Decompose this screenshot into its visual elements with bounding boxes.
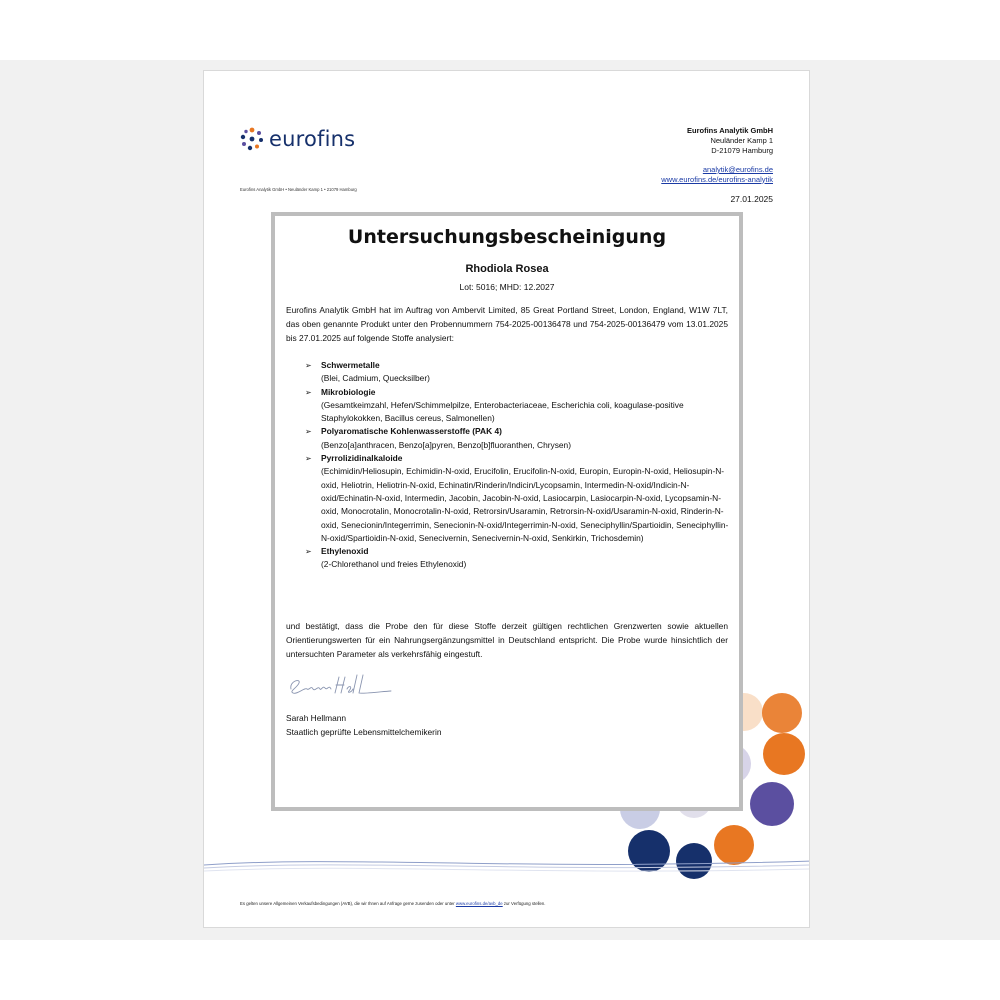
arrow-bullet-icon: ➢ <box>305 361 312 370</box>
certificate-title: Untersuchungsbescheinigung <box>347 226 667 248</box>
list-item <box>305 545 730 572</box>
item-heading: Schwermetalle <box>321 360 380 370</box>
lot-info: Lot: 5016; MHD: 12.2027 <box>459 282 555 292</box>
item-detail: (Gesamtkeimzahl, Hefen/Schimmelpilze, Enterobacteriaceae, Escherichia coli, koagulase-positive Staphylokokken, Bacillus cereus, Salmonellen) <box>321 399 684 424</box>
arrow-bullet-icon: ➢ <box>305 387 312 397</box>
footer-link[interactable]: www.eurofins.de/avb_de <box>455 901 503 906</box>
company-name: Eurofins Analytik GmbH <box>687 126 773 135</box>
document-date: 27.01.2025 <box>730 194 773 204</box>
arrow-bullet-icon: ➢ <box>305 454 312 464</box>
company-city: D-21079 Hamburg <box>711 146 773 155</box>
closing-paragraph: und bestätigt, dass die Probe den für diese Stoffe derzeit gültigen rechtlichen Grenzwerten sowie aktuellen Orientierungswerten für ein Nahrungsergänzungsmittel in Deutschland entspricht. Die Probe wurde hinsichtlich der untersuchten Parameter als verkehrsfähig eingestuft. <box>286 621 728 659</box>
item-detail: (Echimidin/Heliosupin, Echimidin-N-oxid, Erucifolin, Erucifolin-N-oxid, Europin, Europin-N-oxid, Heliosupin-N-oxid, Heliotrin, Heliotrin-N-oxid, Echinatin/Rinderin/Indicin/Lycopsamin, Intermedin-N-oxid/Indicin-N-oxid/Echinatin-N-oxid, Intermedin, Jacobin, Jacobin-N-oxid, Lasiocarpin, Lasiocarpin-N-oxid, Lycopsamin-N-oxid, Monocrotalin, Monocrotalin-N-oxid, Retrorsin/Usaramin, Retrorsin-N-oxid/Usaramin-N-oxid, Rinderin-N-oxid, Senecionin/Integerrimin, Senecionin-N-oxid/Integerrimin-N-oxid, Seneciphyllin/Spartioidin, Seneciphyllin-N-oxid/Spartioidin-N-oxid, Senecivernin, Senecivernin-N-oxid, Senkirkin, Trichosdemin) <box>321 466 729 543</box>
item-detail: (2-Chlorethanol und freies Ethylenoxid) <box>321 559 467 570</box>
intro-paragraph: Eurofins Analytik GmbH hat im Auftrag von Ambervit Limited, 85 Great Portland Street, London, England, W1W 7LT, das oben genannte Produkt unter den Probennummern 754-2025-00136478 und 754-2025-00136479 vom 13.01.2025 bis 27.01.2025 auf folgende Stoffe analysiert: <box>286 305 728 343</box>
list-item <box>305 452 730 545</box>
sender-line: Eurofins Analytik GmbH • Neuländer Kamp 1 • 21079 Hamburg <box>240 187 357 192</box>
certificate-frame <box>271 212 743 811</box>
email-link[interactable]: analytik@eurofins.de <box>702 165 773 174</box>
footer-text-before: Es gelten unsere Allgemeinen Verkaufsbedingungen (AVB), die wir Ihnen auf Anfrage gerne zusenden oder unter <box>240 901 456 906</box>
company-street: Neuländer Kamp 1 <box>710 136 773 145</box>
signer-name: Sarah Hellmann <box>286 713 347 723</box>
list-item <box>305 425 730 452</box>
footer-text-after: zur Verfügung stellen. <box>502 901 546 906</box>
item-heading: Pyrrolizidinalkaloide <box>321 453 403 464</box>
logo-wordmark: eurofins <box>269 127 356 151</box>
signer-block <box>286 712 442 739</box>
footer-terms <box>240 901 545 906</box>
analysis-list <box>305 359 730 572</box>
product-name: Rhodiola Rosea <box>465 263 549 275</box>
item-heading: Mikrobiologie <box>321 386 376 397</box>
item-detail: (Benzo[a]anthracen, Benzo[a]pyren, Benzo[b]fluoranthen, Chrysen) <box>321 439 572 450</box>
list-item <box>305 359 730 386</box>
list-item <box>305 386 730 426</box>
item-heading: Polyaromatische Kohlenwasserstoffe (PAK 4) <box>321 426 502 437</box>
website-link[interactable]: www.eurofins.de/eurofins-analytik <box>661 174 773 184</box>
handwritten-signature <box>287 669 397 699</box>
arrow-bullet-icon: ➢ <box>305 547 312 557</box>
document-page <box>203 70 810 928</box>
signer-title: Staatlich geprüfte Lebensmittelchemikerin <box>286 726 442 737</box>
arrow-bullet-icon: ➢ <box>305 427 312 437</box>
footer-wave-lines <box>204 853 810 883</box>
item-detail: (Blei, Cadmium, Quecksilber) <box>321 373 430 384</box>
item-heading: Ethylenoxid <box>321 546 369 557</box>
